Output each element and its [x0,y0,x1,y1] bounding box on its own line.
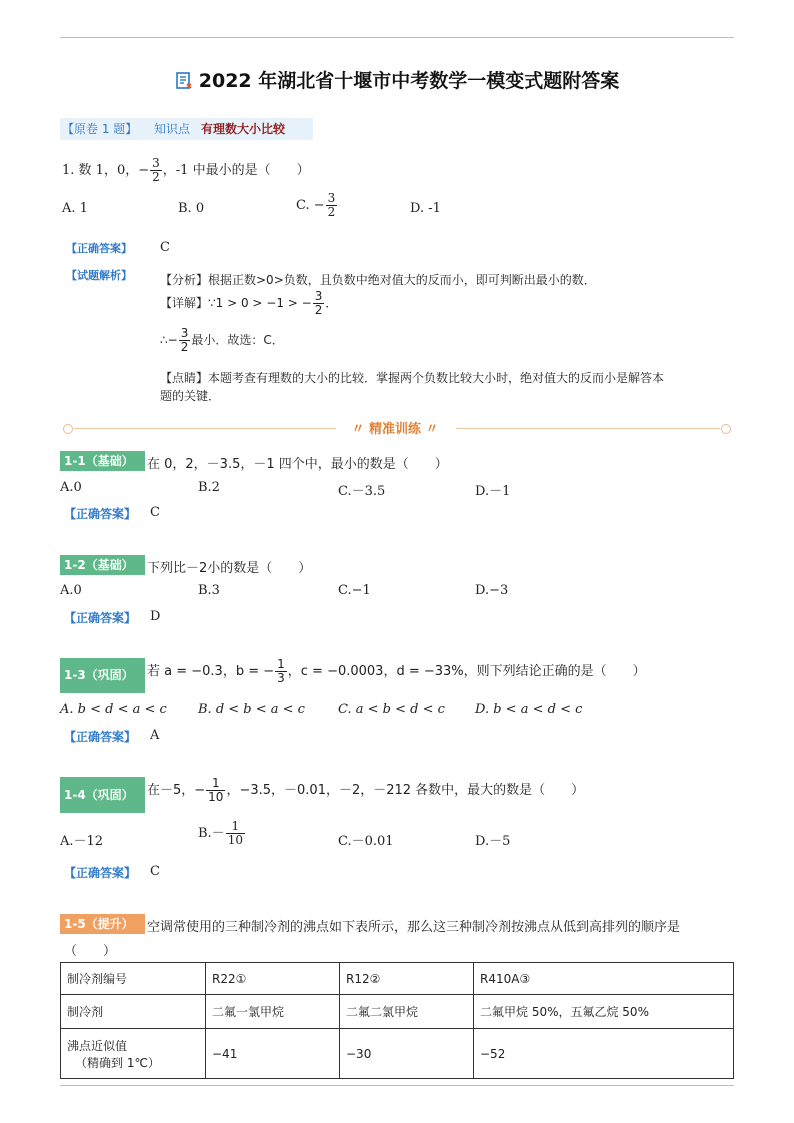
page-title [0,66,794,93]
q13-stem [147,658,646,685]
q14-fraction-den: 10 [208,790,224,804]
q13-option-b[interactable]: B. d < b < a < c [198,702,305,717]
q1-option-b[interactable]: B. 0 [178,201,205,216]
q14-option-b-num: 1 [226,820,245,834]
q13-option-a[interactable]: A. b < d < a < c [60,702,167,717]
q1-analysis-line-3 [160,327,284,354]
table-cell [61,1029,206,1079]
q1-analysis-3-part-a: ∴− [160,333,178,347]
q1-analysis-2-den: 2 [314,303,323,317]
q1-option-c[interactable] [296,192,338,219]
q1-option-c-prefix: C. [296,198,310,213]
top-rule [60,37,734,38]
q11-stem: 在 0，2，－3.5，－1 四个中，最小的数是（ ） [147,457,448,472]
q13-stem-part-b: ，c = −0.0003，d = −33%，则下列结论正确的是（ ） [287,664,646,679]
q11-option-c[interactable]: C.－3.5 [338,484,386,499]
q1-option-a[interactable]: A. 1 [62,201,88,216]
q12-stem: 下列比－2小的数是（ ） [147,561,312,576]
q1-fraction-den: 2 [152,170,160,184]
table-cell: 制冷剂编号 [61,963,206,995]
q13-option-d[interactable]: D. b < a < d < c [475,702,583,717]
q1-fraction-num: 3 [152,156,160,170]
q1-analysis-2-part-b: ． [325,296,338,310]
q14-answer-label: 【正确答案】 [64,866,137,880]
table-cell: 二氟甲烷 50%，五氟乙烷 50% [474,995,734,1029]
table-cell: 二氟二氯甲烷 [340,995,474,1029]
q1-analysis-line-1: 【分析】根据正数>0>负数，且负数中绝对值大的反而小，即可判断出最小的数． [160,273,596,287]
q15-tag: 1-5（提升） [60,914,145,934]
q13-stem-part-a: 若 a = −0.3，b = − [147,664,275,679]
q1-stem [62,157,310,184]
q1-analysis-3-part-b: 最小．故选：C． [191,333,284,347]
section-dot-left [63,424,73,434]
q14-fraction-num: 1 [206,777,225,791]
q13-fraction-num: 1 [277,657,285,671]
q13-tag: 1-3（巩固） [60,658,145,693]
q14-option-b[interactable] [198,820,246,847]
q11-tag: 1-1（基础） [60,451,145,471]
q14-tag: 1-4（巩固） [60,777,145,813]
q12-tag: 1-2（基础） [60,555,145,575]
section-title: 〃 精准训练 〃 [351,422,439,437]
bottom-rule [60,1085,734,1086]
q14-stem [147,777,584,804]
q1-analysis-line-2 [160,290,337,317]
q1-option-c-num: 3 [327,191,336,205]
q1-analysis-3-fraction [179,327,191,354]
q1-stem-part-b: ，-1 中最小的是（ ） [162,163,310,178]
q1-answer-label: 【正确答案】 [66,242,132,255]
section-line-left [74,428,336,429]
q15-stem: 空调常使用的三种制冷剂的沸点如下表所示，那么这三种制冷剂按沸点从低到高排列的顺序是 [147,920,681,935]
q11-option-a[interactable]: A.0 [60,480,82,495]
table-cell: 二氟一氯甲烷 [206,995,340,1029]
knowledge-label: 知识点 [154,122,191,136]
table-cell: −30 [340,1029,474,1079]
q11-option-d[interactable]: D.－1 [475,484,511,499]
q1-fraction [150,157,162,184]
q13-fraction [275,658,287,685]
q11-option-b[interactable]: B.2 [198,480,220,495]
q11-answer: C [150,505,160,520]
q13-option-c[interactable]: C. a < b < d < c [338,702,445,717]
table-cell: R22① [206,963,340,995]
q1-analysis-3-den: 2 [180,340,189,354]
page-title-text: 2022 年湖北省十堰市中考数学一模变式题附答案 [198,70,620,92]
q13-answer: A [150,728,160,743]
original-question-tag: 【原卷 1 题】 [62,122,138,136]
q1-option-c-den: 2 [327,205,336,219]
q1-answer: C [160,240,170,255]
q14-option-b-den: 10 [227,833,243,847]
table-cell: 制冷剂 [61,995,206,1029]
document-icon [175,72,193,90]
q1-number: 1. [62,163,75,178]
q13-answer-label: 【正确答案】 [64,730,137,744]
q12-answer-label: 【正确答案】 [64,611,137,625]
table-row [61,995,734,1029]
table-row [61,1029,734,1079]
q14-option-b-prefix: B.－ [198,826,225,841]
q14-option-a[interactable]: A.－12 [60,834,104,849]
q12-option-c[interactable]: C.−1 [338,583,371,598]
knowledge-value: 有理数大小比较 [201,122,286,136]
q14-option-c[interactable]: C.－0.01 [338,834,394,849]
q1-analysis-label: 【试题解析】 [66,269,132,282]
q1-stem-part-a: 数 1，0， [78,163,139,178]
q1-analysis-line-4: 【点睛】本题考查有理数的大小的比较．掌握两个负数比较大小时，绝对值大的反而小是解答本 [160,371,665,385]
q13-fraction-den: 3 [277,671,285,685]
table-cell: R410A③ [474,963,734,995]
q1-minus-sign: − [138,163,150,178]
q1-analysis-2-num: 3 [314,289,323,303]
table-cell: −41 [206,1029,340,1079]
section-dot-right [721,424,731,434]
q1-option-c-fraction [326,192,338,219]
q12-option-a[interactable]: A.0 [60,583,82,598]
q1-analysis-3-num: 3 [180,326,189,340]
q14-answer: C [150,864,160,879]
table-row [61,963,734,995]
boiling-point-label: 沸点近似值 [67,1038,128,1053]
table-cell: R12② [340,963,474,995]
q14-stem-part-b: ，−3.5，－0.01，－2，－212 各数中，最大的数是（ ） [226,783,585,798]
q12-option-d[interactable]: D.−3 [475,583,509,598]
q15-stem-line-2: （ ） [64,944,117,959]
boiling-point-precision: （精确到 1℃） [75,1055,160,1070]
q14-option-d[interactable]: D.－5 [475,834,511,849]
q12-answer: D [150,609,161,624]
q14-stem-part-a: 在－5，− [147,783,206,798]
section-line-right [456,428,720,429]
q1-analysis-line-5: 题的关键． [160,389,221,403]
refrigerant-table [60,962,734,1079]
q1-option-c-sign: − [313,198,325,213]
q14-option-b-fraction [226,820,245,847]
q1-option-d[interactable]: D. -1 [410,201,441,216]
q12-option-b[interactable]: B.3 [198,583,220,598]
q14-fraction [206,777,225,804]
q11-answer-label: 【正确答案】 [64,507,137,521]
table-cell: −52 [474,1029,734,1079]
q1-analysis-2-fraction [313,290,325,317]
q1-analysis-2-part-a: 【详解】∵1 > 0 > −1 > − [160,296,312,310]
